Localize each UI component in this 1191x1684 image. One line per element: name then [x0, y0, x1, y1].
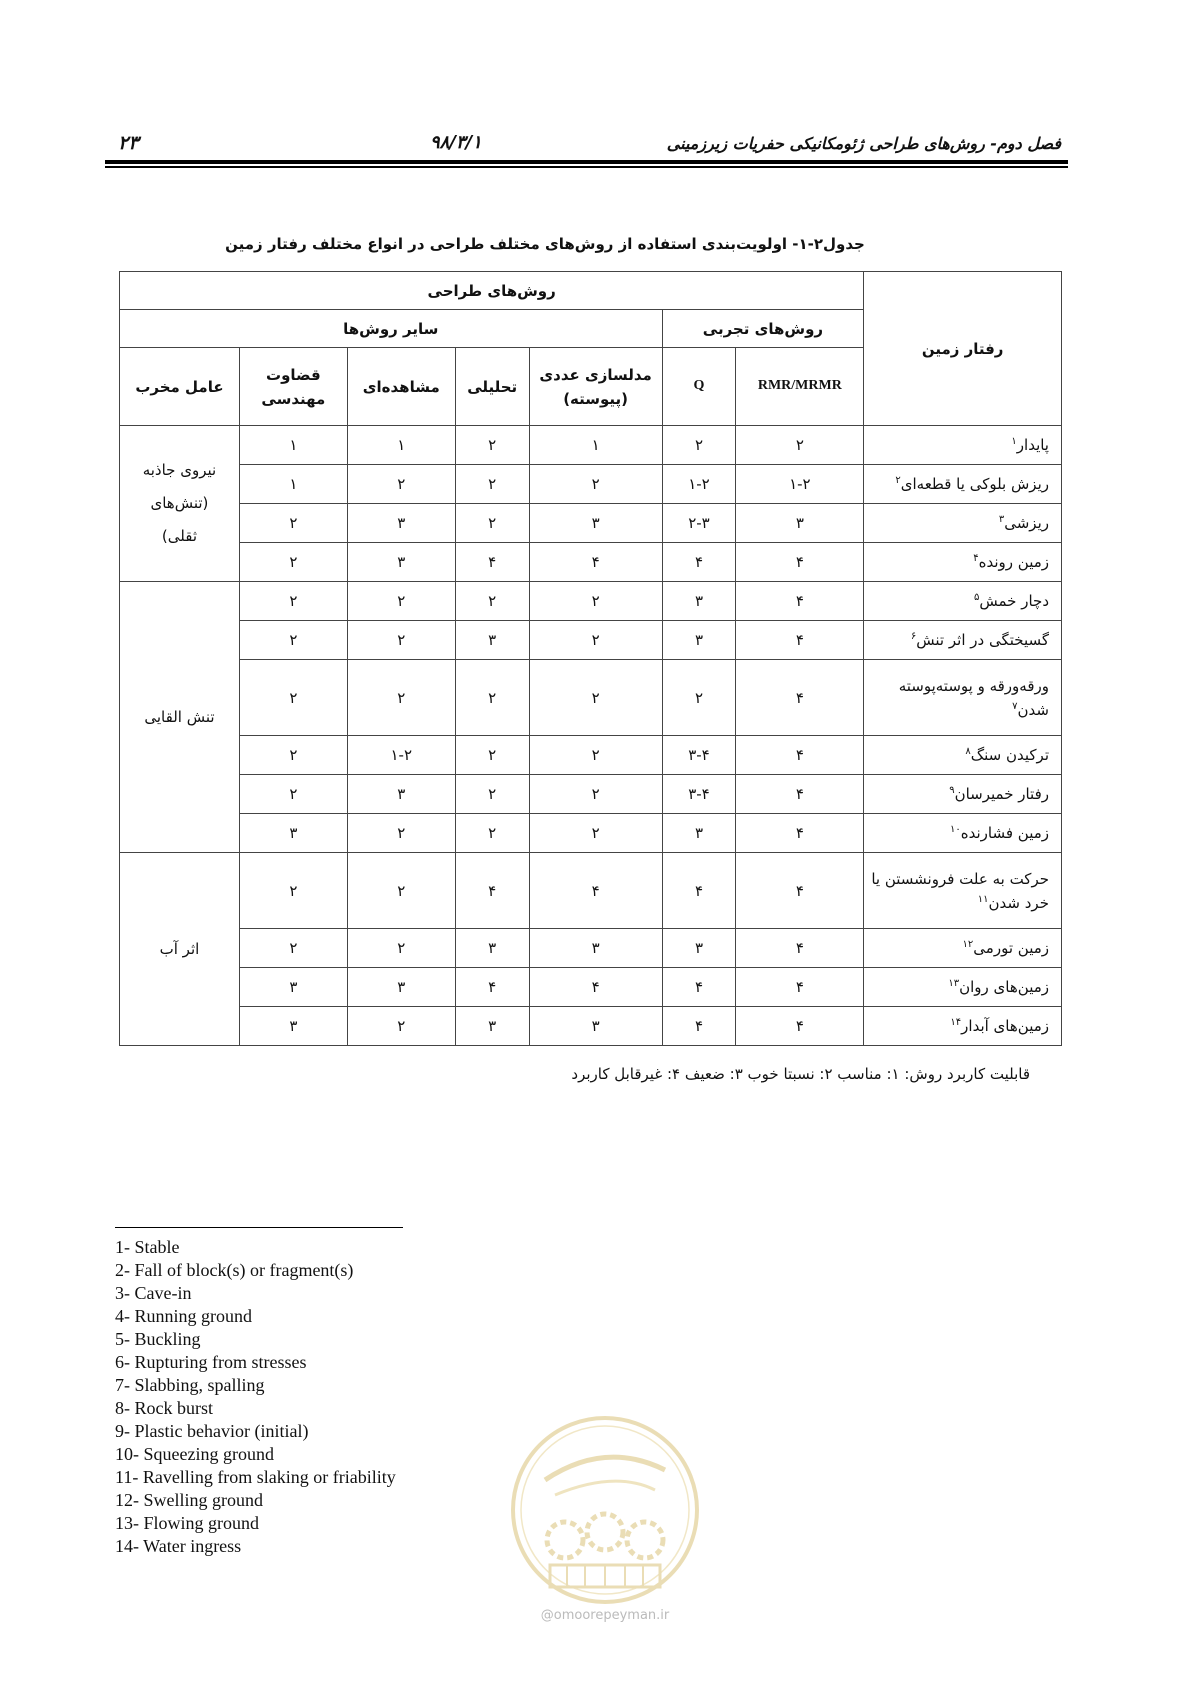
analytical-cell: ۲ — [455, 426, 529, 465]
footnote-item: 14- Water ingress — [115, 1536, 242, 1556]
q-cell: ۳ — [662, 814, 736, 853]
q-cell: ۳-۴ — [662, 775, 736, 814]
ground-behavior-label: ترکیدن سنگ — [970, 746, 1049, 764]
footnote-marker: ۴ — [973, 553, 979, 564]
header-rmr: RMR/MRMR — [736, 348, 864, 426]
rmr-cell: ۴ — [736, 1007, 864, 1046]
chapter-title: فصل دوم- روش‌های طراحی ژئومکانیکی حفریات زیرزمینی — [666, 134, 1061, 153]
analytical-cell: ۲ — [455, 465, 529, 504]
footnote-marker: ۷ — [1012, 700, 1018, 712]
footnote-item: 8- Rock burst — [115, 1398, 213, 1418]
page-number: ۲۳ — [118, 132, 139, 154]
engineering-cell: ۲ — [239, 736, 347, 775]
table-row — [120, 543, 1062, 582]
header-numerical-line1: مدلسازی عددی — [539, 365, 652, 384]
rmr-cell: ۴ — [736, 853, 864, 929]
watermark-site: @omoorepeyman.ir — [540, 1608, 670, 1623]
header-analytical: تحلیلی — [455, 348, 529, 426]
analytical-cell: ۲ — [455, 814, 529, 853]
analytical-cell: ۴ — [455, 853, 529, 929]
footnote-item: 3- Cave-in — [115, 1283, 192, 1303]
ground-behavior-cell — [864, 621, 1062, 660]
footnote-item: 12- Swelling ground — [115, 1490, 263, 1510]
analytical-cell: ۲ — [455, 582, 529, 621]
engineering-cell: ۲ — [239, 504, 347, 543]
observational-cell: ۳ — [347, 543, 455, 582]
footnote-item: 4- Running ground — [115, 1306, 252, 1326]
ground-behavior-label: زمین‌های آبدار — [961, 1017, 1049, 1035]
q-cell: ۳-۴ — [662, 736, 736, 775]
footnote-list — [115, 1236, 396, 1558]
q-cell: ۲-۳ — [662, 504, 736, 543]
analytical-cell: ۴ — [455, 968, 529, 1007]
header-engineering-line1: قضاوت — [266, 365, 321, 384]
q-cell: ۳ — [662, 929, 736, 968]
numerical-cell: ۲ — [529, 582, 662, 621]
table-row — [120, 814, 1062, 853]
engineering-cell: ۳ — [239, 968, 347, 1007]
table-row — [120, 582, 1062, 621]
ground-behavior-cell — [864, 543, 1062, 582]
header-q: Q — [662, 348, 736, 426]
ground-behavior-cell — [864, 1007, 1062, 1046]
footnote-marker: ۶ — [910, 631, 917, 642]
rmr-cell: ۳ — [736, 504, 864, 543]
engineering-cell: ۲ — [239, 582, 347, 621]
header-numerical-line2: (پیوسته) — [563, 389, 629, 408]
numerical-cell: ۳ — [529, 929, 662, 968]
footnote-item: 5- Buckling — [115, 1329, 201, 1349]
destructive-factor-label: تنش القایی — [144, 707, 215, 726]
q-cell: ۲ — [662, 660, 736, 736]
table-row — [120, 775, 1062, 814]
observational-cell: ۲ — [347, 853, 455, 929]
ground-behavior-cell — [864, 968, 1062, 1007]
table-row — [120, 621, 1062, 660]
footnote-item: 6- Rupturing from stresses — [115, 1352, 307, 1372]
footnote-item: 11- Ravelling from slaking or friability — [115, 1467, 396, 1487]
table-row — [120, 1007, 1062, 1046]
numerical-cell: ۲ — [529, 736, 662, 775]
observational-cell: ۲ — [347, 814, 455, 853]
rmr-cell: ۱-۲ — [736, 465, 864, 504]
analytical-cell: ۳ — [455, 1007, 529, 1046]
ground-behavior-cell — [864, 814, 1062, 853]
table-caption: جدول۲-۱- اولویت‌بندی استفاده از روش‌های مختلف طراحی در انواع مختلف رفتار زمین — [225, 235, 865, 253]
rmr-cell: ۴ — [736, 543, 864, 582]
destructive-factor-label: (تنش‌های — [150, 494, 209, 512]
q-cell: ۳ — [662, 582, 736, 621]
observational-cell: ۲ — [347, 1007, 455, 1046]
numerical-cell: ۳ — [529, 504, 662, 543]
ground-behavior-cell — [864, 775, 1062, 814]
ground-behavior-cell — [864, 853, 1062, 929]
ground-behavior-label: دچار خمش — [979, 592, 1049, 610]
observational-cell: ۲ — [347, 621, 455, 660]
ground-behavior-label: گسیختگی در اثر تنش — [916, 631, 1049, 649]
header-destructive-factor: عامل مخرب — [120, 348, 240, 426]
table-row — [120, 465, 1062, 504]
rmr-cell: ۲ — [736, 426, 864, 465]
analytical-cell: ۲ — [455, 660, 529, 736]
rmr-cell: ۴ — [736, 660, 864, 736]
q-cell: ۱-۲ — [662, 465, 736, 504]
ground-behavior-label-line2: شدن — [1017, 700, 1049, 719]
header-date: ۹۸/۳/۱ — [430, 132, 482, 153]
table-row — [120, 736, 1062, 775]
table-row — [120, 504, 1062, 543]
analytical-cell: ۲ — [455, 504, 529, 543]
q-cell: ۴ — [662, 968, 736, 1007]
observational-cell: ۳ — [347, 775, 455, 814]
ground-behavior-label-line2: خرد شدن — [988, 893, 1049, 912]
footnote-marker: ۱۳ — [948, 978, 960, 989]
table-row — [120, 853, 1062, 929]
footnote-marker: ۱ — [1011, 436, 1017, 447]
header-rule-thick — [105, 160, 1068, 164]
numerical-cell: ۲ — [529, 465, 662, 504]
observational-cell: ۲ — [347, 929, 455, 968]
observational-cell: ۲ — [347, 660, 455, 736]
footnote-marker: ۱۴ — [950, 1017, 962, 1028]
engineering-cell: ۳ — [239, 1007, 347, 1046]
footnote-marker: ۱۰ — [949, 824, 961, 835]
watermark-logo — [505, 1410, 705, 1610]
numerical-cell: ۲ — [529, 660, 662, 736]
table-legend: قابلیت کاربرد روش: ۱: مناسب ۲: نسبتا خوب ۳: ضعیف ۴: غیرقابل کاربرد — [571, 1065, 1030, 1083]
rmr-cell: ۴ — [736, 621, 864, 660]
ground-behavior-label: زمین تورمی — [973, 939, 1049, 957]
ground-behavior-cell — [864, 504, 1062, 543]
engineering-cell: ۲ — [239, 853, 347, 929]
engineering-cell: ۲ — [239, 929, 347, 968]
ground-behavior-cell — [864, 660, 1062, 736]
header-design-methods: روش‌های طراحی — [120, 272, 864, 310]
analytical-cell: ۳ — [455, 621, 529, 660]
q-cell: ۲ — [662, 426, 736, 465]
footnote-marker: ۱۱ — [977, 893, 989, 905]
table-row — [120, 968, 1062, 1007]
ground-behavior-label: رفتار خمیرسان — [954, 785, 1049, 803]
footnote-item: 2- Fall of block(s) or fragment(s) — [115, 1260, 354, 1280]
table-row — [120, 660, 1062, 736]
observational-cell: ۲ — [347, 465, 455, 504]
q-cell: ۴ — [662, 543, 736, 582]
footnote-rule — [115, 1227, 403, 1228]
footnote-marker: ۲ — [895, 475, 901, 486]
rmr-cell: ۴ — [736, 968, 864, 1007]
rmr-cell: ۴ — [736, 736, 864, 775]
destructive-factor-cell — [120, 853, 240, 1046]
footnote-marker: ۸ — [965, 746, 971, 757]
analytical-cell: ۳ — [455, 929, 529, 968]
destructive-factor-label: نیروی جاذبه — [142, 461, 217, 479]
ground-behavior-label: ریزشی — [1004, 514, 1049, 532]
destructive-factor-label: ثقلی) — [161, 527, 197, 545]
footnote-item: 10- Squeezing ground — [115, 1444, 274, 1464]
numerical-cell: ۲ — [529, 775, 662, 814]
header-engineering — [239, 348, 347, 426]
footnote-marker: ۹ — [949, 785, 955, 796]
engineering-cell: ۲ — [239, 543, 347, 582]
footnote-item: 9- Plastic behavior (initial) — [115, 1421, 309, 1441]
footnote-item: 1- Stable — [115, 1237, 180, 1257]
engineering-cell: ۱ — [239, 465, 347, 504]
table-row — [120, 929, 1062, 968]
rmr-cell: ۴ — [736, 582, 864, 621]
destructive-factor-cell — [120, 426, 240, 582]
observational-cell: ۱ — [347, 426, 455, 465]
engineering-cell: ۱ — [239, 426, 347, 465]
q-cell: ۳ — [662, 621, 736, 660]
ground-behavior-label: پایدار — [1016, 436, 1049, 454]
ground-behavior-label: ریزش بلوکی یا قطعه‌ای — [900, 475, 1049, 493]
analytical-cell: ۲ — [455, 736, 529, 775]
footnote-item: 13- Flowing ground — [115, 1513, 259, 1533]
numerical-cell: ۳ — [529, 1007, 662, 1046]
ground-behavior-label: زمین رونده — [978, 553, 1049, 571]
observational-cell: ۳ — [347, 504, 455, 543]
ground-behavior-label: زمین‌های روان — [959, 978, 1049, 996]
ground-behavior-label: زمین فشارنده — [960, 824, 1049, 842]
ground-behavior-label: ورقه‌ورقه و پوسته‌پوسته — [898, 676, 1049, 695]
footnote-marker: ۵ — [974, 592, 980, 603]
analytical-cell: ۴ — [455, 543, 529, 582]
ground-behavior-cell — [864, 426, 1062, 465]
q-cell: ۴ — [662, 1007, 736, 1046]
numerical-cell: ۴ — [529, 543, 662, 582]
ground-behavior-cell — [864, 929, 1062, 968]
rmr-cell: ۴ — [736, 814, 864, 853]
footnote-marker: ۱۲ — [962, 939, 974, 950]
engineering-cell: ۲ — [239, 621, 347, 660]
rmr-cell: ۴ — [736, 929, 864, 968]
numerical-cell: ۱ — [529, 426, 662, 465]
header-other-methods: سایر روش‌ها — [120, 310, 663, 348]
header-numerical — [529, 348, 662, 426]
observational-cell: ۱-۲ — [347, 736, 455, 775]
header-engineering-line2: مهندسی — [261, 389, 326, 408]
header-rule-thin — [105, 166, 1068, 168]
ground-behavior-cell — [864, 736, 1062, 775]
footnote-item: 7- Slabbing, spalling — [115, 1375, 265, 1395]
destructive-factor-label: اثر آب — [159, 939, 200, 958]
ground-behavior-cell — [864, 582, 1062, 621]
table-row — [120, 426, 1062, 465]
rmr-cell: ۴ — [736, 775, 864, 814]
design-methods-table — [119, 271, 1062, 1046]
engineering-cell: ۲ — [239, 660, 347, 736]
ground-behavior-cell — [864, 465, 1062, 504]
analytical-cell: ۲ — [455, 775, 529, 814]
header-ground-behavior: رفتار زمین — [864, 272, 1062, 426]
observational-cell: ۲ — [347, 582, 455, 621]
header-empirical: روش‌های تجربی — [662, 310, 864, 348]
observational-cell: ۳ — [347, 968, 455, 1007]
footnote-marker: ۳ — [998, 514, 1005, 525]
q-cell: ۴ — [662, 853, 736, 929]
engineering-cell: ۲ — [239, 775, 347, 814]
ground-behavior-label: حرکت به علت فرونشستن یا — [871, 869, 1049, 888]
numerical-cell: ۲ — [529, 814, 662, 853]
numerical-cell: ۲ — [529, 621, 662, 660]
destructive-factor-cell — [120, 582, 240, 853]
engineering-cell: ۳ — [239, 814, 347, 853]
numerical-cell: ۴ — [529, 968, 662, 1007]
header-observational: مشاهده‌ای — [347, 348, 455, 426]
numerical-cell: ۴ — [529, 853, 662, 929]
